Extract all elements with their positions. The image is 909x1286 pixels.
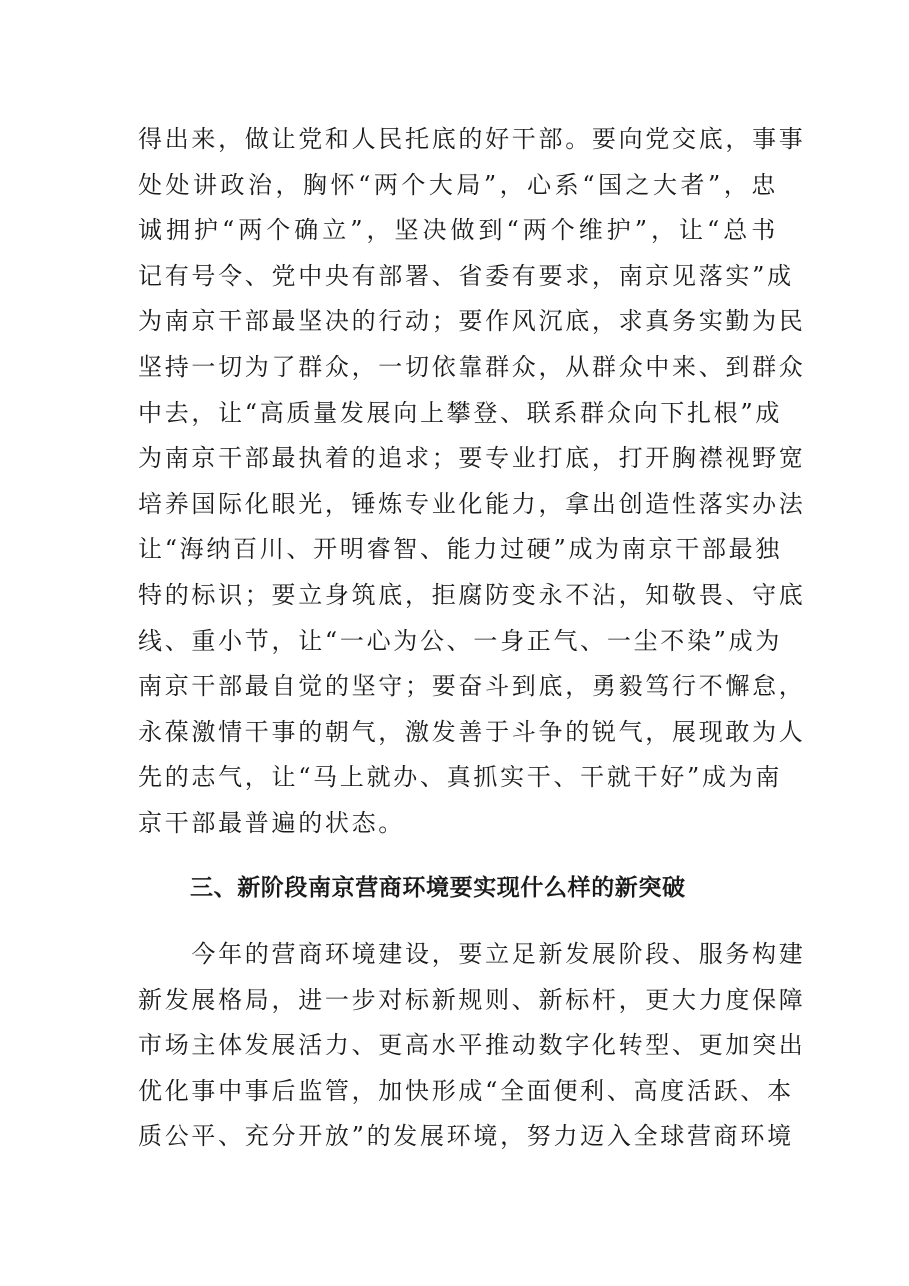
text-line: 永葆激情干事的朝气，激发善于斗争的锐气，展现敢为人 <box>138 717 806 746</box>
text-line: 让“海纳百川、开明睿智、能力过硬”成为南京干部最独 <box>138 535 783 564</box>
text-line: 南京干部最自觉的坚守；要奋斗到底，勇毅笃行不懈怠， <box>138 672 806 701</box>
text-line: 优化事中事后监管，加快形成“全面便利、高度活跃、本 <box>138 1076 794 1105</box>
text-line: 今年的营商环境建设，要立足新发展阶段、服务构建 <box>138 940 806 968</box>
text-line: 特的标识；要立身筑底，拒腐防变永不沾，知敬畏、守底 <box>138 580 806 609</box>
text-line: 诚拥护“两个确立”，坚决做到“两个维护”，让“总书 <box>138 216 778 245</box>
body-paragraph-2 <box>138 932 806 1160</box>
text-line: 线、重小节，让“一心为公、一身正气、一尘不染”成为 <box>138 626 783 655</box>
text-line: 为南京干部最执着的追求；要专业打底，打开胸襟视野宽 <box>138 444 806 473</box>
text-line: 质公平、充分开放”的发展环境，努力迈入全球营商环境 <box>138 1122 794 1151</box>
text-line: 坚持一切为了群众，一切依靠群众，从群众中来、到群众 <box>138 352 806 381</box>
section-heading: 三、新阶段南京营商环境要实现什么样的新突破 <box>190 875 686 901</box>
text-line: 培养国际化眼光，锤炼专业化能力，拿出创造性落实办法 <box>138 489 806 518</box>
text-line: 中去，让“高质量发展向上攀登、联系群众向下扎根”成 <box>138 398 783 427</box>
text-line: 得出来，做让党和人民托底的好干部。要向党交底，事事 <box>138 125 806 153</box>
text-line: 处处讲政治，胸怀“两个大局”，心系“国之大者”，忠 <box>138 170 778 199</box>
text-line: 先的志气，让“马上就办、真抓实干、干就干好”成为南 <box>138 763 783 792</box>
body-paragraph-1 <box>138 117 806 847</box>
text-line: 记有号令、党中央有部署、省委有要求，南京见落实”成 <box>138 261 794 290</box>
text-line: 市场主体发展活力、更高水平推动数字化转型、更加突出 <box>138 1031 806 1060</box>
text-line: 新发展格局，进一步对标新规则、新标杆，更大力度保障 <box>138 985 806 1014</box>
text-line: 京干部最普遍的状态。 <box>138 808 405 837</box>
text-line: 为南京干部最坚决的行动；要作风沉底，求真务实勤为民 <box>138 307 806 336</box>
